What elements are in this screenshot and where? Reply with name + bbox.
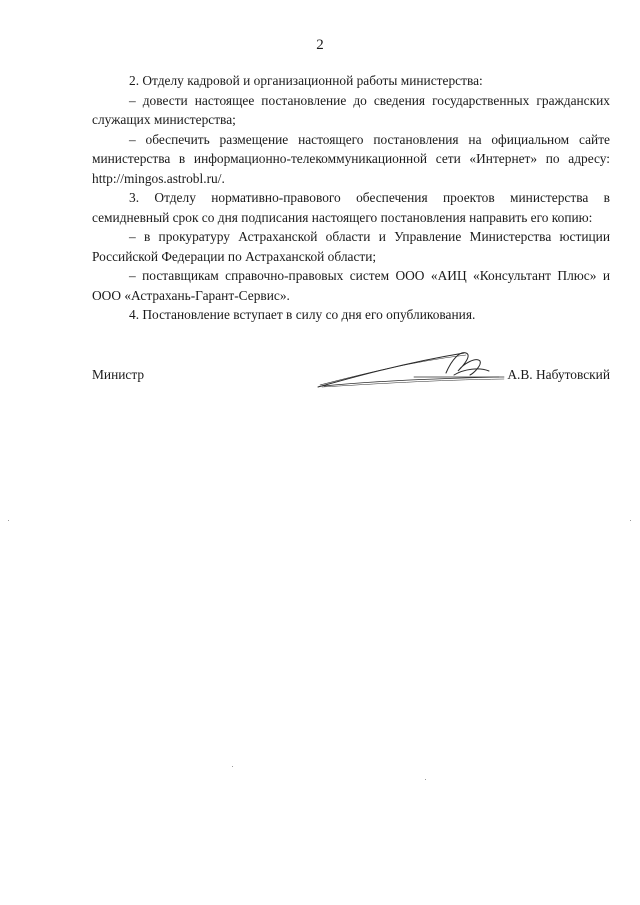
- paragraph-item-2: 2. Отделу кадровой и организационной работы министерства:: [129, 73, 483, 88]
- scan-speck: [630, 520, 631, 521]
- document-body: [92, 71, 610, 325]
- signatory-name: А.В. Набутовский: [507, 367, 610, 382]
- handwritten-signature: [314, 347, 514, 392]
- paragraph-item-2-bullet-2: – обеспечить размещение настоящего постановления на официальном сайте министерства в информационно-телекоммуникационной сети «Интернет» по адресу: http://mingos.astrobl.ru/.: [92, 131, 610, 186]
- paragraph-item-3-bullet-1: – в прокуратуру Астраханской области и Управление Министерства юстиции Российской Федерации по Астраханской области;: [92, 229, 610, 264]
- signatory-role: Министр: [92, 367, 145, 382]
- paragraph-item-3-bullet-2: – поставщикам справочно-правовых систем ООО «АИЦ «Консультант Плюс» и ООО «Астрахань-Гарант-Сервис».: [92, 268, 610, 303]
- paragraph-item-2-bullet-1: – довести настоящее постановление до сведения государственных гражданских служащих министерства;: [92, 92, 610, 127]
- paragraph-item-3: 3. Отделу нормативно-правового обеспечения проектов министерства в семидневный срок со дня подписания настоящего постановления направить его копию:: [92, 190, 610, 225]
- scan-speck: [232, 766, 233, 767]
- signature-block: [92, 355, 610, 400]
- page-number: 2: [316, 37, 324, 53]
- paragraph-item-4: 4. Постановление вступает в силу со дня его опубликования.: [129, 307, 476, 322]
- scan-speck: [425, 779, 426, 780]
- scan-speck: [8, 520, 9, 521]
